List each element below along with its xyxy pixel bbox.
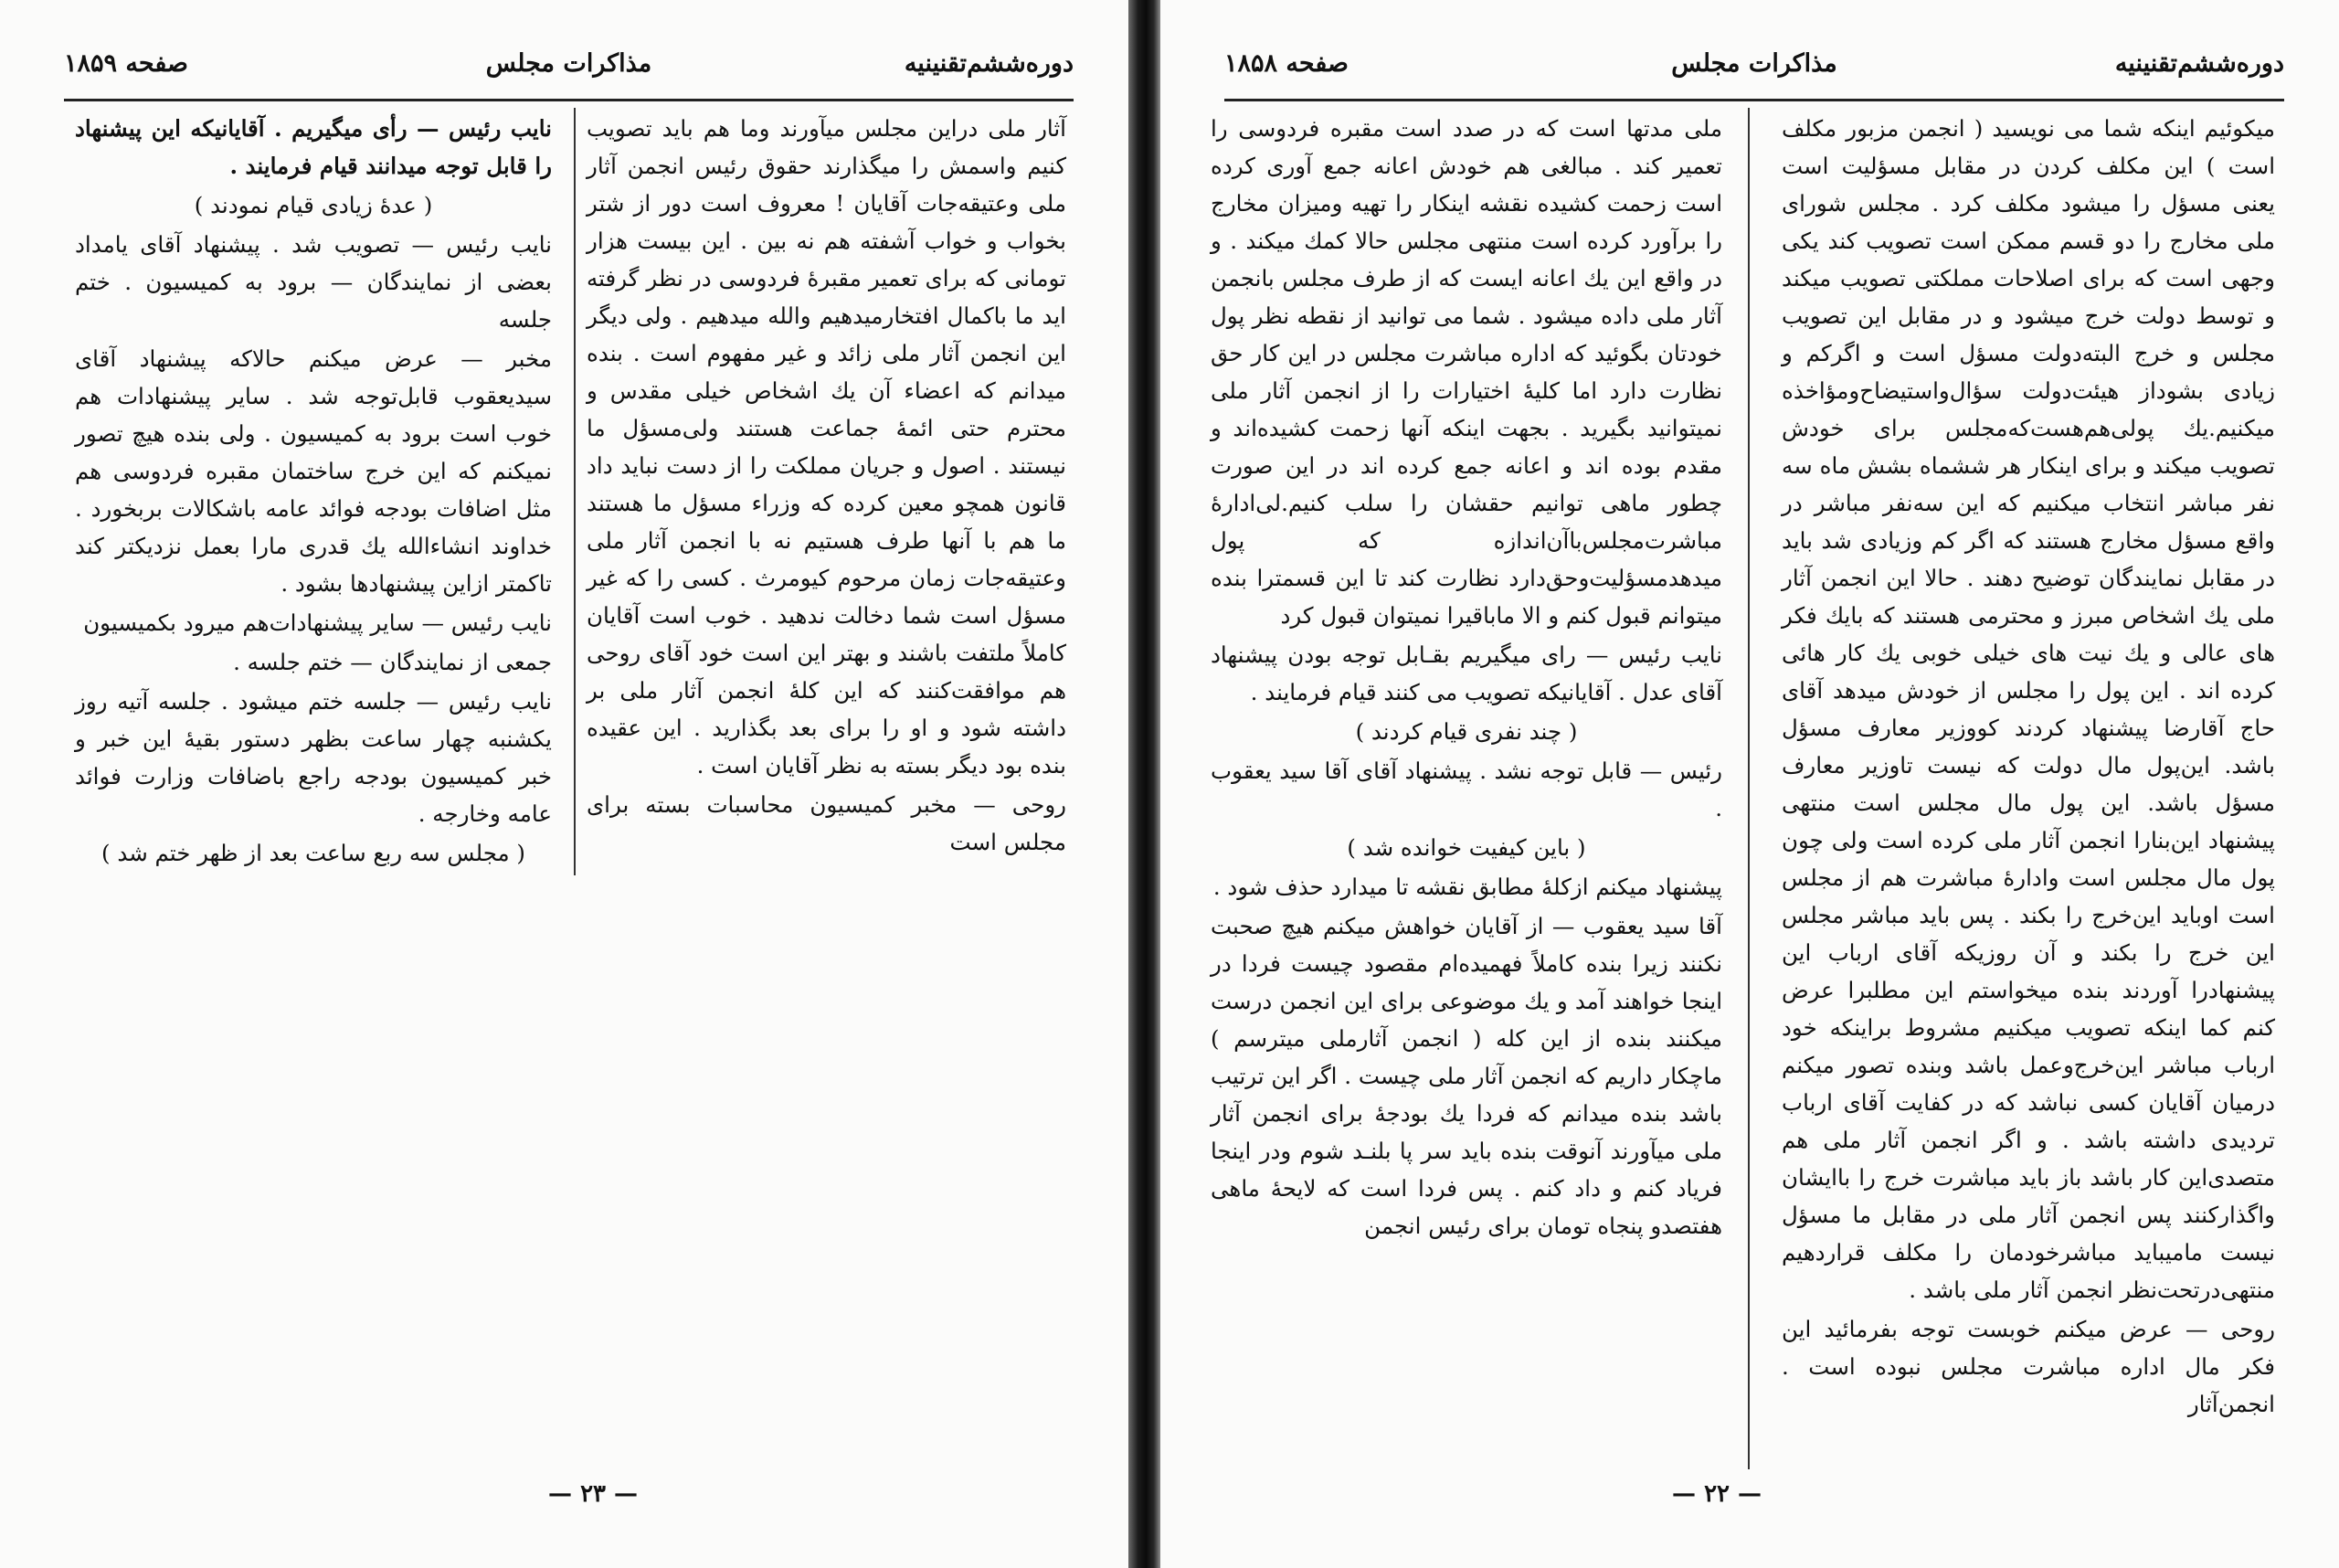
stage-note: ( باین کیفیت خوانده شد ) <box>1347 834 1586 861</box>
stage-note: ( چند نفری قیام کردند ) <box>1355 718 1578 745</box>
page-footer-number: — ۲۲ — <box>1672 1480 1762 1508</box>
page-number-label: صفحه ۱۸۵۹ <box>64 49 188 78</box>
page-footer-number: — ۲۳ — <box>548 1480 639 1508</box>
paragraph: میکوئیم اینکه شما می نویسید ( انجمن مزبور مکلف است ) این مکلف کردن در مقابل مسؤلیت است یعنی مسؤل را میشود مکلف کرد . مجلس شورای ملی مخارج را دو قسم ممکن است تصویب کند یکی وجهی است که برای اصلاحات مملکتی تصویب میکند و توسط دولت خرج میشود و در مقابل این تصویب مجلس و خرج البته‌دولت مسؤل است و اگرکم و زیادی بشوداز هیئت‌دولت سؤال‌واستیضاح‌ومؤاخذه میکنیم.یك پولی‌هم‌هست‌که‌مجلس برای خودش تصویب میکند و برای اینکار هر ششماه بشش ماه سه نفر مباشر انتخاب میکنیم که این سه‌نفر مباشر در واقع مسؤل مخارج هستند که اگر کم وزیادی شد باید در مقابل نمایندگان توضیح دهند . حالا این انجمن آثار ملی یك اشخاص مبرز و محترمی هستند که بایك فکر های عالی و یك نیت های خیلی خوبی یك کار هائی کرده اند . این پول را مجلس از خودش میدهد آقای حاج آقارضا پیشنهاد کردند کووزیر معارف مسؤل باشد. این‌پول مال دولت که نیست تاوزیر معارف مسؤل باشد. این پول مال مجلس است منتهی پیشنهاد این‌بنا‌را انجمن آثار ملی کرده است ولی چون پول مال مجلس است واداره‌ٔ مباشرت هم از مجلس است اوباید این‌خرج را بکند . پس باید مباشر مجلس این خرج را بکند و آن روزیکه آقای ارباب این پیشنهادرا آوردند بنده میخواستم این مطلبرا عرض کنم کما اینکه تصویب میکنیم مشروط براینکه خود ارباب مباشر این‌خرج‌وعمل باشد وبنده تصور میکنم درمیان آقایان کسی نباشد که در کفایت آقای ارباب تردیدی داشته باشد . و اگر انجمن آثار ملی هم متصدی‌این کار باشد باز باید مباشرت خرج را باایشان واگذارکنند پس انجمن آثار ملی در مقابل ما مسؤل نیست مامیباید مباشرخودمان را مکلف قراردهیم منتهی‌درتحت‌نظر انجمن آثار ملی باشد . <box>1782 115 2275 1303</box>
stage-note: ( عدهٔ زیادی قیام نمودند ) <box>194 192 433 218</box>
paragraph: نایب رئیس — سایر پیشنهادات‌هم میرود بکمیسیون <box>83 609 552 636</box>
paragraph: روحی — مخبر کمیسیون محاسبات بسته برای مجلس است <box>587 791 1066 855</box>
right-page-column-left <box>1211 110 1722 1246</box>
left-page-column-left <box>75 110 552 874</box>
right-page-header <box>1224 42 2284 101</box>
paragraph: روحی — عرض میکنم خوبست توجه بفرمائید این فکر مال اداره مباشرت مجلس نبوده است . انجمن‌آثار <box>1782 1316 2275 1417</box>
paragraph: رئیس — قابل توجه نشد . پیشنهاد آقای آقا سید یعقوب . <box>1211 758 1722 821</box>
paragraph: نایب رئیس — رأی میگیریم . آقایانیکه این پیشنهاد را قابل توجه میدانند قیام فرمایند . <box>75 115 552 179</box>
column-divider <box>1748 108 1750 1469</box>
paragraph: آثار ملی دراین مجلس میآورند وما هم باید تصویب کنیم واسمش را میگذارند حقوق رئیس انجمن آثار ملی وعتیقه‌جات آقایان ! معروف است دور از شتر بخواب و خواب آشفته هم نه بین . این بیست هزار تومانی که برای تعمیر مقبرهٔ فردوسی در نظر گرفته اید ما باکمال افتخارمیدهیم والله میدهیم . ولی دیگر این انجمن آثار ملی زائد و غیر مفهوم است . بنده میدانم که اعضاء آن یك اشخاص خیلی مقدس و محترم حتی ائمهٔ جماعت هستند ولی‌مسؤل ما نیستند . اصول و جریان مملکت را از دست نباید داد قانون همچو معین کرده که وزراء مسؤل ما هستند ما هم با آنها طرف هستیم نه با انجمن آثار ملی وعتیقه‌جات زمان مرحوم کیومرث . کسی را که غیر مسؤل است شما دخالت ندهید . خوب است آقایان کاملاً ملتفت باشند و بهتر این است خود آقای روحی هم موافقت‌کنند که این کلهٔ انجمن آثار ملی بر داشته شود و او را برای بعد بگذارید . این عقیده بنده بود دیگر بسته به نظر آقایان است . <box>587 115 1066 779</box>
paragraph: مخبر — عرض میکنم حالاکه پیشنهاد آقای سیدیعقوب قابل‌توجه شد . سایر پیشنهادات هم خوب است برود به کمیسیون . ولی بنده هیچ تصور نمیکنم که این خرج ساختمان مقبره فردوسی هم مثل اضافات بودجه فوائد عامه باشکالات بربخورد . خداوند انشاءالله یك قدری مارا بعمل نزدیکتر کند تاکمتر ازاین پیشنهادها بشود . <box>75 345 552 597</box>
page-number-label: صفحه ۱۸۵۸ <box>1224 49 1349 78</box>
left-page-header <box>64 42 1074 101</box>
running-title: مذاکرات مجلس <box>485 49 652 78</box>
paragraph: جمعی از نمایندگان — ختم جلسه . <box>233 649 552 675</box>
paragraph: نایب رئیس — تصویب شد . پیشنهاد آقای یامداد بعضی از نمایندگان — برود به کمیسیون . ختم جلسه <box>75 231 552 333</box>
paragraph: آقا سید یعقوب — از آقایان خواهش میکنم هیچ صحبت نکنند زیرا بنده کاملاً فهمیده‌ام مقصود چیست فردا در اینجا خواهند آمد و یك موضوعی برای این انجمن درست میکنند بنده از این کله ( انجمن آثارملی میترسم ) ماچکار داریم که انجمن آثار ملی چیست . اگر این ترتیب باشد بنده میدانم که فردا یك بودجهٔ برای انجمن آثار ملی میآورند آنوقت بنده باید سر پا بلنـد شوم ودر اینجا فریاد کنم و داد کنم . پس فردا است که لایحهٔ ماهی هفتصدو پنجاه تومان برای رئیس انجمن <box>1211 913 1722 1239</box>
paragraph: ملی مدتها است که در صدد است مقبره فردوسی را تعمیر کند . مبالغی هم خودش اعانه جمع آوری کرده است زحمت کشیده نقشه اینکار را تهیه ومیزان مخارج را برآورد کرده است منتهی مجلس حالا کمك میکند . و در واقع این یك اعانه ایست که از طرف مجلس بانجمن آثار ملی داده میشود . شما می توانید از نقطه نظر پول خودتان بگوئید که اداره مباشرت مجلس در این کار حق نظارت دارد اما کلیهٔ اختیارات را از انجمن آثار ملی نمیتوانید بگیرید . بجهت اینکه آنها زحمت کشیده‌اند و مقدم بوده اند و اعانه جمع کرده اند در این صورت چطور ماهی توانیم حقشان را سلب کنیم.‌لی‌اداره‌ٔ مباشرت‌مجلس‌باآن‌اندازه که پول میدهدمسؤلیت‌وحق‌دارد نظارت کند تا این قسمترا بنده میتوانم قبول کنم و الا ماباقیرا نمیتوان قبول کرد <box>1211 115 1722 629</box>
session-label: دوره‌ششم‌تقنینیه <box>904 49 1074 78</box>
right-page <box>1160 0 2339 1568</box>
left-page-column-right <box>587 110 1066 863</box>
paragraph: پیشنهاد میکنم ازکلهٔ مطابق نقشه تا میدارد حذف شود . <box>1212 874 1722 900</box>
book-gutter <box>1128 0 1160 1568</box>
running-title: مذاکرات مجلس <box>1671 49 1837 78</box>
paragraph: نایب رئیس — جلسه ختم میشود . جلسه آتیه روز یکشنبه چهار ساعت بظهر دستور بقیهٔ این خبر و خبر کمیسیون بودجه راجع باضافات وزارت فوائد عامه وخارجه . <box>75 688 552 827</box>
stage-note: ( مجلس سه ربع ساعت بعد از ظهر ختم شد ) <box>101 840 525 866</box>
paragraph: نایب رئیس — رای میگیریم بقـابل توجه بودن پیشنهاد آقای عدل . آقایانیکه تصویب می کنند قیام فرمایند . <box>1211 641 1722 705</box>
right-page-column-right <box>1782 110 2275 1425</box>
left-page <box>0 0 1128 1568</box>
session-label: دوره‌ششم‌تقنینیه <box>2114 49 2284 78</box>
column-divider <box>574 108 576 875</box>
